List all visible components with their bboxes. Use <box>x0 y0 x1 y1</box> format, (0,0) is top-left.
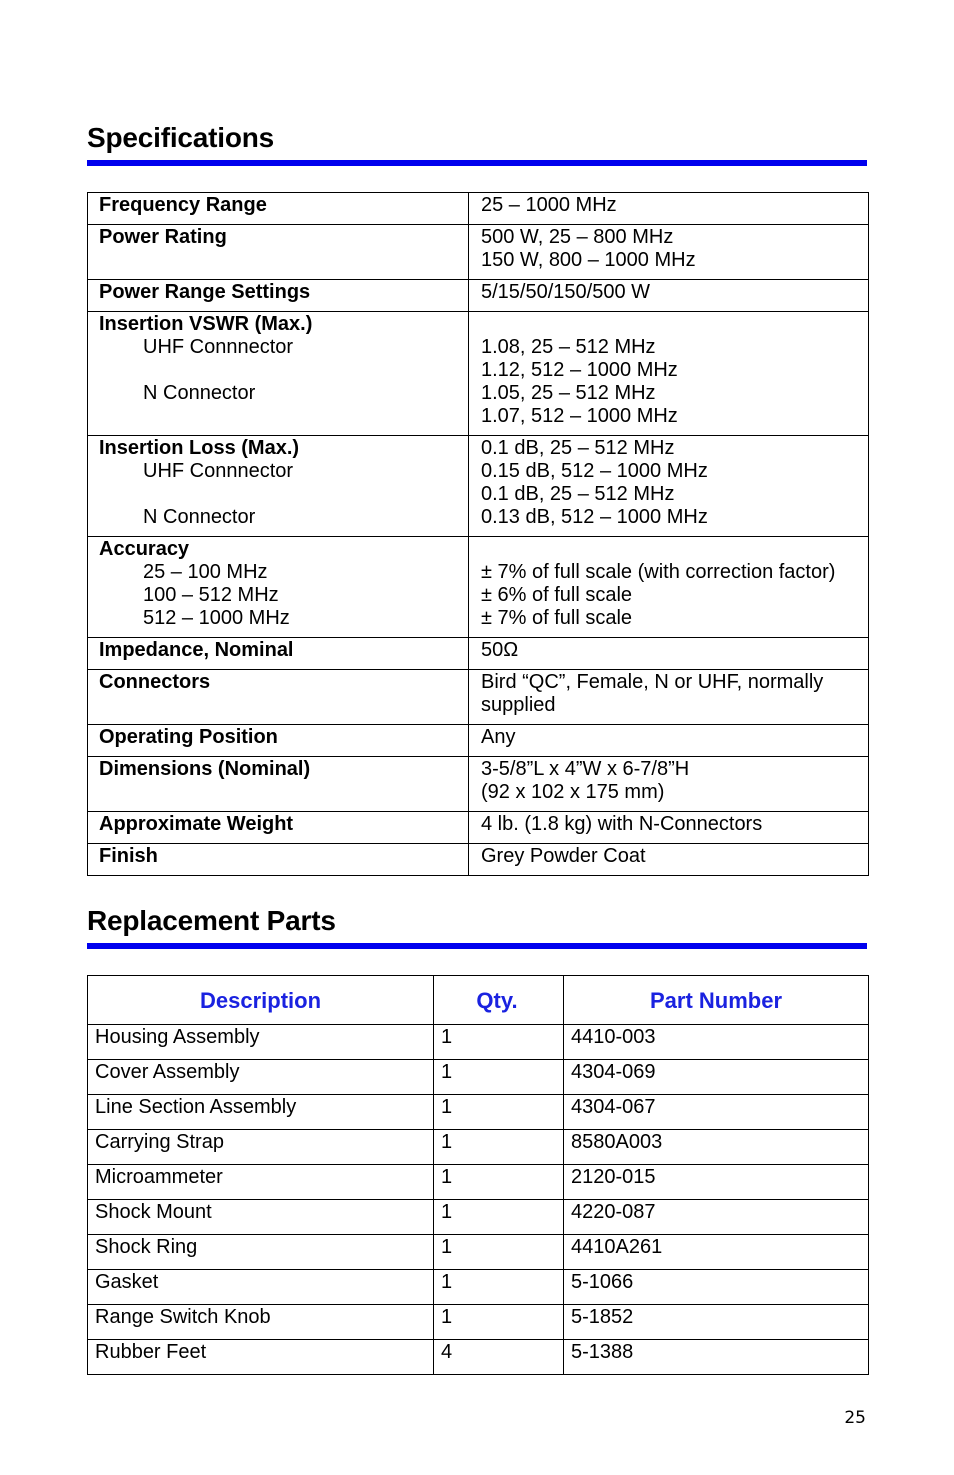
spec-sublabel: 100 – 512 MHz <box>143 584 279 606</box>
spec-value: Any <box>481 726 516 748</box>
page-number: 25 <box>844 1408 866 1428</box>
parts-row <box>88 1060 869 1095</box>
spec-value: ± 7% of full scale <box>481 607 633 629</box>
spec-label-cell <box>88 725 469 757</box>
spec-value: 50Ω <box>481 639 519 661</box>
part-description: Housing Assembly <box>88 1025 434 1060</box>
spec-value: 1.07, 512 – 1000 MHz <box>481 405 678 427</box>
spec-value: ± 6% of full scale <box>481 584 633 606</box>
spec-row <box>88 193 869 225</box>
spec-row <box>88 725 869 757</box>
spec-label: Insertion VSWR (Max.) <box>99 313 313 335</box>
spec-label: Impedance, Nominal <box>99 639 294 661</box>
spec-value: Bird “QC”, Female, N or UHF, normally supplied <box>481 671 824 716</box>
part-qty: 1 <box>434 1270 564 1305</box>
spec-label-cell <box>88 193 469 225</box>
spec-sublabel <box>99 483 468 506</box>
part-description: Microammeter <box>88 1165 434 1200</box>
spec-label: Accuracy <box>99 538 190 560</box>
part-qty: 1 <box>434 1165 564 1200</box>
spec-value-cell <box>469 844 869 876</box>
spec-sublabel: UHF Connnector <box>143 336 294 358</box>
spec-sublabel: UHF Connnector <box>143 460 294 482</box>
spec-value-cell <box>469 757 869 812</box>
part-qty: 1 <box>434 1305 564 1340</box>
spec-value: 4 lb. (1.8 kg) with N-Connectors <box>481 813 763 835</box>
parts-row <box>88 1130 869 1165</box>
spec-label: Approximate Weight <box>99 813 294 835</box>
spec-row <box>88 670 869 725</box>
spec-row <box>88 537 869 638</box>
spec-label-cell <box>88 812 469 844</box>
spec-value <box>481 313 868 336</box>
spec-label: Insertion Loss (Max.) <box>99 437 300 459</box>
part-description: Shock Mount <box>88 1200 434 1235</box>
spec-value: 1.12, 512 – 1000 MHz <box>481 359 678 381</box>
spec-row <box>88 638 869 670</box>
parts-row <box>88 1340 869 1375</box>
parts-row <box>88 1305 869 1340</box>
part-number: 4304-069 <box>564 1060 869 1095</box>
spec-label: Power Range Settings <box>99 281 311 303</box>
spec-label-cell <box>88 537 469 638</box>
spec-row <box>88 844 869 876</box>
description-header: Description <box>88 976 434 1025</box>
spec-value: 1.08, 25 – 512 MHz <box>481 336 656 358</box>
spec-row <box>88 312 869 436</box>
parts-row <box>88 1200 869 1235</box>
part-number: 5-1066 <box>564 1270 869 1305</box>
spec-value-cell <box>469 280 869 312</box>
part-description: Cover Assembly <box>88 1060 434 1095</box>
spec-label: Finish <box>99 845 158 867</box>
spec-label-cell <box>88 280 469 312</box>
spec-value-cell <box>469 312 869 436</box>
part-number: 4220-087 <box>564 1200 869 1235</box>
replacement-parts-table <box>87 975 869 1375</box>
spec-value: Grey Powder Coat <box>481 845 646 867</box>
spec-value: 0.1 dB, 25 – 512 MHz <box>481 437 675 459</box>
spec-value: 3-5/8”L x 4”W x 6-7/8”H <box>481 758 690 780</box>
part-qty: 4 <box>434 1340 564 1375</box>
part-description: Line Section Assembly <box>88 1095 434 1130</box>
spec-sublabel: 25 – 100 MHz <box>143 561 268 583</box>
part-description: Rubber Feet <box>88 1340 434 1375</box>
replacement-parts-title: Replacement Parts <box>87 905 336 936</box>
parts-row <box>88 1270 869 1305</box>
spec-row <box>88 757 869 812</box>
spec-sublabel: N Connector <box>143 382 256 404</box>
part-qty: 1 <box>434 1130 564 1165</box>
part-number: 2120-015 <box>564 1165 869 1200</box>
spec-value-cell <box>469 436 869 537</box>
part-qty: 1 <box>434 1200 564 1235</box>
part-number: 5-1852 <box>564 1305 869 1340</box>
parts-row <box>88 1235 869 1270</box>
parts-header-row <box>88 976 869 1025</box>
part-description: Carrying Strap <box>88 1130 434 1165</box>
specifications-rule <box>87 160 867 166</box>
spec-value: 5/15/50/150/500 W <box>481 281 651 303</box>
spec-row <box>88 436 869 537</box>
part-number: 5-1388 <box>564 1340 869 1375</box>
part-qty: 1 <box>434 1060 564 1095</box>
spec-label-cell <box>88 844 469 876</box>
spec-label-cell <box>88 436 469 537</box>
spec-label-cell <box>88 225 469 280</box>
spec-label-cell <box>88 670 469 725</box>
spec-label-cell <box>88 757 469 812</box>
spec-label: Power Rating <box>99 226 227 248</box>
replacement-parts-rule <box>87 943 867 949</box>
spec-value: 150 W, 800 – 1000 MHz <box>481 249 696 271</box>
spec-sublabel <box>99 359 468 382</box>
spec-label: Dimensions (Nominal) <box>99 758 311 780</box>
part-number-header: Part Number <box>564 976 869 1025</box>
spec-value: 0.1 dB, 25 – 512 MHz <box>481 483 675 505</box>
part-description: Gasket <box>88 1270 434 1305</box>
spec-row <box>88 280 869 312</box>
spec-label-cell <box>88 638 469 670</box>
spec-sublabel: N Connector <box>143 506 256 528</box>
spec-row <box>88 812 869 844</box>
spec-value: 0.13 dB, 512 – 1000 MHz <box>481 506 708 528</box>
parts-row <box>88 1165 869 1200</box>
spec-label: Operating Position <box>99 726 278 748</box>
spec-value-cell <box>469 638 869 670</box>
parts-row <box>88 1025 869 1060</box>
spec-sublabel: 512 – 1000 MHz <box>143 607 290 629</box>
spec-value-cell <box>469 193 869 225</box>
spec-label: Connectors <box>99 671 211 693</box>
part-qty: 1 <box>434 1095 564 1130</box>
spec-value: 0.15 dB, 512 – 1000 MHz <box>481 460 708 482</box>
part-number: 4304-067 <box>564 1095 869 1130</box>
spec-label: Frequency Range <box>99 194 267 216</box>
spec-value-cell <box>469 537 869 638</box>
part-number: 4410-003 <box>564 1025 869 1060</box>
spec-value: 25 – 1000 MHz <box>481 194 617 216</box>
spec-value-cell <box>469 225 869 280</box>
spec-value-cell <box>469 812 869 844</box>
spec-value: 500 W, 25 – 800 MHz <box>481 226 674 248</box>
specifications-table <box>87 192 869 876</box>
part-number: 8580A003 <box>564 1130 869 1165</box>
spec-value-cell <box>469 670 869 725</box>
part-number: 4410A261 <box>564 1235 869 1270</box>
part-description: Shock Ring <box>88 1235 434 1270</box>
part-qty: 1 <box>434 1235 564 1270</box>
part-description: Range Switch Knob <box>88 1305 434 1340</box>
specifications-title: Specifications <box>87 122 275 153</box>
parts-row <box>88 1095 869 1130</box>
spec-row <box>88 225 869 280</box>
spec-value-cell <box>469 725 869 757</box>
spec-value: 1.05, 25 – 512 MHz <box>481 382 656 404</box>
part-qty: 1 <box>434 1025 564 1060</box>
spec-value: (92 x 102 x 175 mm) <box>481 781 665 803</box>
spec-value: ± 7% of full scale (with correction factor) <box>481 561 836 583</box>
qty-header: Qty. <box>434 976 564 1025</box>
spec-label-cell <box>88 312 469 436</box>
spec-value <box>481 538 868 561</box>
